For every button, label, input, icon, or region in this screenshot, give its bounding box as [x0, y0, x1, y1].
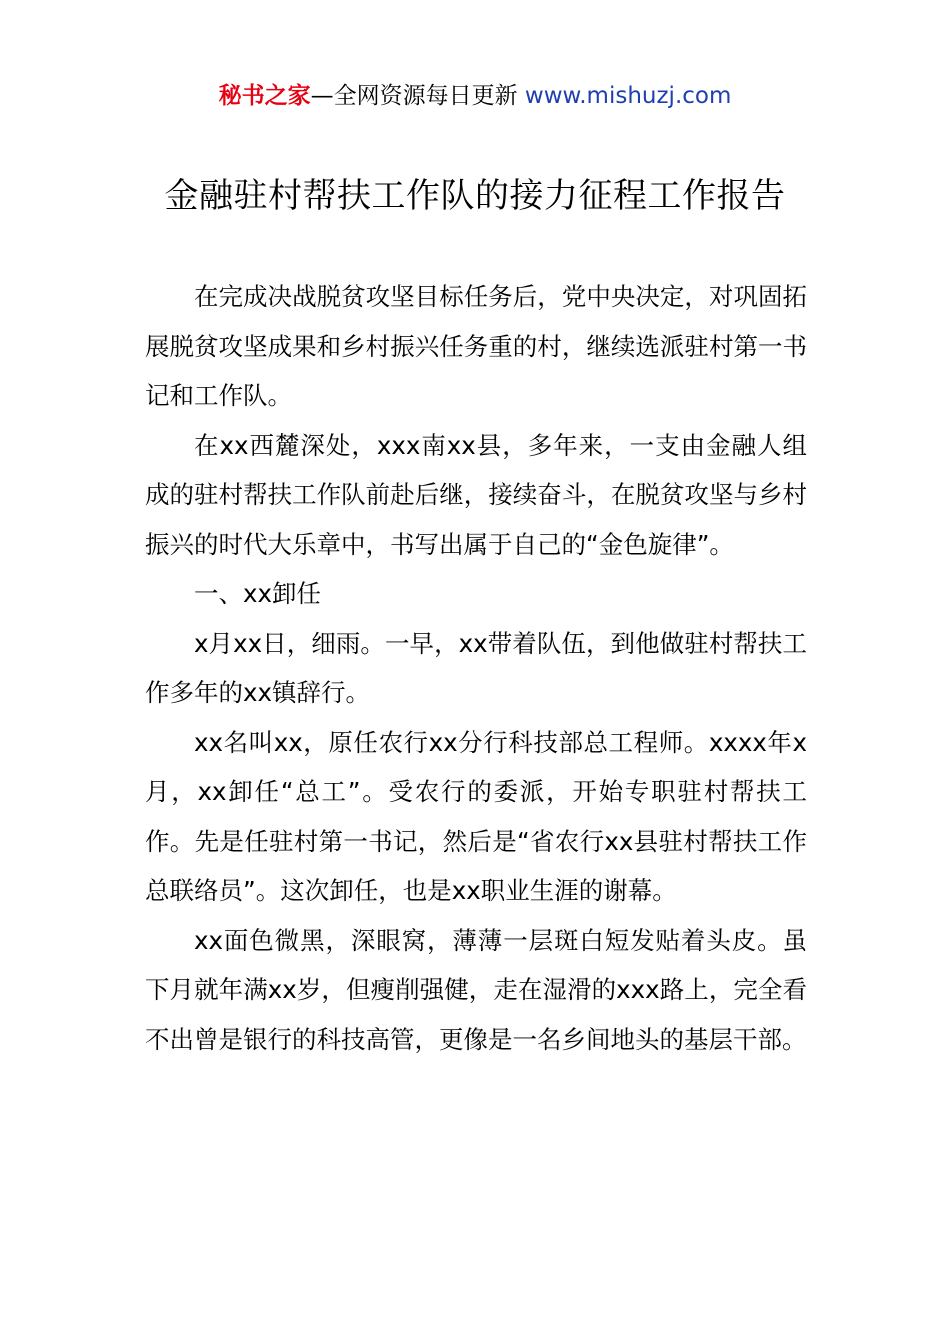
site-tagline: —全网资源每日更新	[310, 83, 525, 109]
site-url-link[interactable]: www.mishuzj.com	[524, 83, 732, 109]
site-header	[0, 80, 950, 112]
paragraph: 在完成决战脱贫攻坚目标任务后，党中央决定，对巩固拓展脱贫攻坚成果和乡村振兴任务重的村，继续选派驻村第一书记和工作队。	[145, 282, 807, 410]
paragraph: xx名叫xx，原任农行xx分行科技部总工程师。xxxx年x月，xx卸任“总工”。受农行的委派，开始专职驻村帮扶工作。先是任驻村第一书记，然后是“省农行xx县驻村帮扶工作总联络员”。这次卸任，也是xx职业生涯的谢幕。	[145, 727, 807, 905]
paragraph: 在xx西麓深处，xxx南xx县，多年来，一支由金融人组成的驻村帮扶工作队前赴后继，接续奋斗，在脱贫攻坚与乡村振兴的时代大乐章中，书写出属于自己的“金色旋律”。	[145, 430, 807, 559]
paragraph: xx面色微黑，深眼窝，薄薄一层斑白短发贴着头皮。虽下月就年满xx岁，但瘦削强健，走在湿滑的xxx路上，完全看不出曾是银行的科技高管，更像是一名乡间地头的基层干部。	[145, 925, 807, 1054]
site-brand: 秘书之家	[218, 83, 311, 109]
paragraph: x月xx日，细雨。一早，xx带着队伍，到他做驻村帮扶工作多年的xx镇辞行。	[145, 628, 807, 707]
document-body	[145, 272, 807, 1064]
section-heading: 一、xx卸任	[194, 579, 321, 608]
document-title: 金融驻村帮扶工作队的接力征程工作报告	[164, 176, 786, 216]
